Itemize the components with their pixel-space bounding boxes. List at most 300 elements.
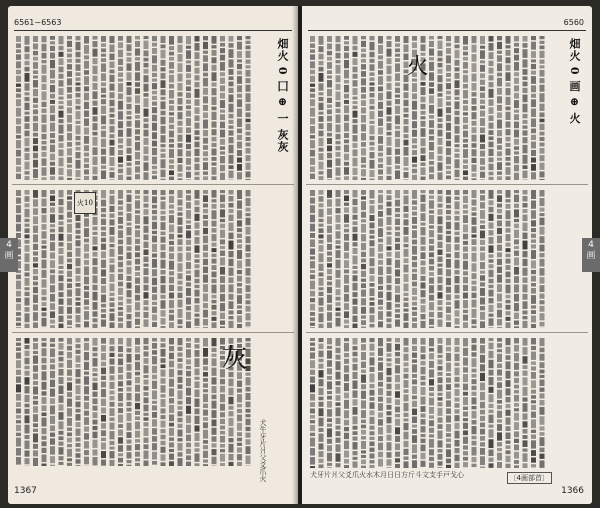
text-stroke	[463, 285, 468, 291]
text-stroke	[110, 249, 115, 257]
text-stroke	[446, 253, 451, 257]
text-stroke	[50, 285, 55, 292]
text-stroke	[421, 246, 426, 251]
text-stroke	[378, 291, 383, 298]
text-stroke	[169, 454, 174, 460]
text-stroke	[178, 83, 183, 91]
text-stroke	[135, 200, 140, 208]
text-stroke	[76, 160, 81, 169]
text-stroke	[361, 290, 366, 297]
text-stroke	[42, 260, 47, 269]
text-stroke	[446, 176, 451, 180]
text-stroke	[455, 252, 460, 258]
text-stroke	[378, 311, 383, 320]
text-stroke	[169, 293, 174, 299]
text-stroke	[446, 449, 451, 457]
text-stroke	[319, 364, 324, 369]
text-stroke	[25, 358, 30, 365]
text-stroke	[370, 302, 375, 306]
text-stroke	[101, 43, 106, 47]
text-stroke	[59, 431, 64, 435]
text-stroke	[93, 412, 98, 418]
text-stroke	[506, 121, 511, 127]
text-stroke	[42, 215, 47, 223]
text-stroke	[76, 52, 81, 57]
text-stroke	[237, 76, 242, 84]
text-stroke	[506, 355, 511, 360]
text-stroke	[42, 250, 47, 258]
text-stroke	[361, 36, 366, 39]
text-stroke	[327, 360, 332, 367]
text-stroke	[506, 72, 511, 81]
text-stroke	[429, 398, 434, 406]
text-stroke	[327, 428, 332, 437]
text-stroke	[246, 268, 251, 276]
text-stroke	[67, 78, 72, 85]
text-stroke	[489, 52, 494, 59]
text-stroke	[16, 224, 21, 232]
text-stroke	[353, 390, 358, 397]
text-stroke	[50, 80, 55, 84]
text-stroke	[42, 53, 47, 59]
text-stroke	[212, 162, 217, 165]
text-stroke	[421, 406, 426, 412]
text-stroke	[514, 156, 519, 163]
text-stroke	[472, 300, 477, 308]
text-stroke	[110, 219, 115, 225]
text-stroke	[127, 72, 132, 80]
text-stroke	[531, 405, 536, 410]
text-stroke	[480, 86, 485, 91]
text-stroke	[395, 149, 400, 155]
text-stroke	[152, 65, 157, 72]
text-stroke	[59, 357, 64, 362]
text-stroke	[336, 381, 341, 385]
text-stroke	[531, 135, 536, 140]
text-stroke	[110, 274, 115, 282]
text-stroke	[412, 460, 417, 468]
text-stroke	[497, 267, 502, 273]
text-stroke	[472, 369, 477, 373]
text-stroke	[220, 110, 225, 113]
text-stroke	[25, 224, 30, 227]
text-stroke	[438, 461, 443, 465]
text-stroke	[16, 370, 21, 375]
text-stroke	[378, 452, 383, 458]
text-stroke	[387, 236, 392, 244]
text-stroke	[438, 69, 443, 74]
text-stroke	[42, 418, 47, 427]
text-stroke	[246, 124, 251, 130]
text-stroke	[152, 259, 157, 268]
text-stroke	[344, 115, 349, 122]
text-stroke	[344, 203, 349, 206]
text-stroke	[404, 338, 409, 346]
text-stroke	[404, 374, 409, 379]
text-stroke	[127, 282, 132, 288]
text-stroke	[531, 276, 536, 282]
text-stroke	[429, 434, 434, 437]
text-stroke	[144, 307, 149, 311]
text-stroke	[497, 145, 502, 150]
text-stroke	[344, 162, 349, 166]
text-stroke	[229, 418, 234, 426]
text-stroke	[169, 225, 174, 233]
text-stroke	[540, 227, 545, 235]
text-stroke	[101, 309, 106, 313]
text-stroke	[506, 228, 511, 232]
text-stroke	[212, 107, 217, 111]
text-stroke	[378, 357, 383, 360]
text-stroke	[446, 363, 451, 372]
text-stroke	[404, 389, 409, 393]
text-stroke	[446, 55, 451, 63]
text-stroke	[506, 50, 511, 56]
text-stroke	[118, 101, 123, 110]
text-stroke	[93, 426, 98, 430]
text-stroke	[110, 382, 115, 389]
text-stroke	[67, 320, 72, 325]
text-stroke	[76, 448, 81, 451]
text-stroke	[135, 230, 140, 237]
text-stroke	[387, 58, 392, 64]
text-stroke	[463, 445, 468, 449]
text-stroke	[110, 402, 115, 407]
text-stroke	[489, 245, 494, 252]
text-stroke	[361, 107, 366, 113]
text-stroke	[127, 177, 132, 180]
text-stroke	[506, 317, 511, 321]
text-stroke	[446, 190, 451, 195]
text-stroke	[310, 466, 315, 468]
text-stroke	[59, 316, 64, 322]
text-stroke	[404, 108, 409, 113]
left-entry-kanji: 灰	[217, 344, 247, 374]
text-stroke	[42, 318, 47, 327]
text-stroke	[378, 436, 383, 441]
text-stroke	[353, 52, 358, 57]
text-stroke	[497, 377, 502, 381]
text-stroke	[110, 375, 115, 380]
text-stroke	[50, 456, 55, 463]
text-stroke	[33, 373, 38, 379]
text-stroke	[344, 433, 349, 439]
text-stroke	[344, 410, 349, 418]
text-stroke	[480, 312, 485, 320]
text-stroke	[135, 105, 140, 114]
text-stroke	[404, 92, 409, 98]
text-stroke	[370, 64, 375, 71]
text-stroke	[310, 312, 315, 316]
text-stroke	[531, 71, 536, 75]
text-stroke	[246, 446, 251, 454]
text-stroke	[186, 166, 191, 170]
text-stroke	[387, 267, 392, 274]
text-stroke	[319, 103, 324, 110]
text-stroke	[178, 246, 183, 251]
text-stroke	[455, 318, 460, 324]
text-stroke	[463, 462, 468, 467]
text-stroke	[186, 100, 191, 104]
text-stroke	[16, 281, 21, 290]
text-stroke	[472, 386, 477, 390]
text-stroke	[438, 242, 443, 248]
right-entry-kanji: 火	[403, 54, 428, 80]
text-stroke	[472, 217, 477, 225]
text-stroke	[387, 167, 392, 175]
text-stroke	[118, 59, 123, 65]
text-stroke	[76, 385, 81, 394]
right-header-number: 6560	[563, 18, 584, 27]
text-stroke	[540, 85, 545, 92]
text-stroke	[59, 395, 64, 402]
text-stroke	[59, 270, 64, 273]
text-stroke	[195, 177, 200, 180]
text-stroke	[506, 388, 511, 395]
text-stroke	[514, 173, 519, 180]
text-stroke	[229, 444, 234, 453]
text-stroke	[540, 137, 545, 141]
text-stroke	[344, 36, 349, 40]
text-stroke	[186, 415, 191, 423]
text-stroke	[361, 450, 366, 453]
text-stroke	[353, 234, 358, 241]
text-stroke	[169, 398, 174, 403]
text-stroke	[446, 236, 451, 243]
text-stroke	[438, 130, 443, 137]
text-stroke	[50, 294, 55, 302]
text-stroke	[370, 448, 375, 452]
text-stroke	[101, 227, 106, 231]
text-stroke	[310, 370, 315, 375]
text-stroke	[438, 234, 443, 240]
text-stroke	[395, 314, 400, 318]
text-stroke	[429, 439, 434, 448]
text-stroke	[455, 270, 460, 274]
text-stroke	[412, 296, 417, 300]
text-stroke	[497, 354, 502, 362]
text-stroke	[212, 449, 217, 455]
text-stroke	[489, 107, 494, 114]
text-stroke	[50, 133, 55, 138]
text-stroke	[497, 310, 502, 318]
text-stroke	[378, 286, 383, 290]
text-stroke	[50, 359, 55, 363]
text-stroke	[395, 126, 400, 129]
text-stroke	[353, 358, 358, 363]
text-stroke	[378, 419, 383, 425]
text-stroke	[344, 275, 349, 284]
text-stroke	[310, 402, 315, 407]
text-stroke	[186, 349, 191, 357]
text-stroke	[378, 153, 383, 157]
text-stroke	[523, 321, 528, 328]
text-stroke	[169, 241, 174, 245]
text-stroke	[237, 190, 242, 199]
text-stroke	[497, 203, 502, 207]
text-stroke	[531, 172, 536, 179]
text-stroke	[84, 433, 89, 439]
text-stroke	[378, 239, 383, 243]
text-stroke	[361, 264, 366, 269]
text-stroke	[229, 223, 234, 232]
text-stroke	[378, 397, 383, 402]
text-stroke	[118, 72, 123, 77]
text-stroke	[237, 250, 242, 259]
text-stroke	[404, 119, 409, 124]
text-stroke	[59, 46, 64, 50]
text-stroke	[169, 190, 174, 194]
text-stroke	[25, 307, 30, 312]
text-stroke	[144, 346, 149, 350]
text-stroke	[50, 348, 55, 357]
text-stroke	[212, 204, 217, 209]
text-stroke	[455, 117, 460, 125]
text-stroke	[42, 338, 47, 341]
text-stroke	[33, 138, 38, 144]
text-stroke	[110, 265, 115, 273]
text-stroke	[195, 82, 200, 87]
text-stroke	[25, 351, 30, 357]
text-stroke	[67, 178, 72, 180]
text-stroke	[506, 176, 511, 180]
text-stroke	[135, 48, 140, 55]
text-stroke	[480, 172, 485, 178]
text-stroke	[144, 375, 149, 378]
text-stroke	[152, 196, 157, 203]
text-stroke	[178, 390, 183, 399]
text-stroke	[336, 60, 341, 63]
text-stroke	[169, 310, 174, 313]
text-stroke	[59, 462, 64, 465]
text-stroke	[110, 423, 115, 430]
text-stroke	[404, 449, 409, 455]
text-stroke	[344, 260, 349, 268]
text-stroke	[463, 253, 468, 259]
text-stroke	[144, 216, 149, 224]
text-stroke	[42, 448, 47, 453]
text-stroke	[404, 413, 409, 417]
text-stroke	[101, 353, 106, 360]
text-stroke	[118, 408, 123, 413]
text-stroke	[169, 300, 174, 308]
text-stroke	[33, 295, 38, 303]
text-stroke	[514, 303, 519, 311]
text-stroke	[220, 219, 225, 222]
text-stroke	[110, 119, 115, 124]
text-stroke	[178, 438, 183, 441]
text-stroke	[59, 101, 64, 104]
text-stroke	[497, 419, 502, 422]
text-stroke	[438, 402, 443, 406]
text-stroke	[229, 233, 234, 239]
text-stroke	[127, 36, 132, 43]
text-stroke	[135, 338, 140, 345]
text-stroke	[237, 415, 242, 422]
text-stroke	[523, 365, 528, 369]
text-stroke	[531, 450, 536, 456]
text-stroke	[246, 300, 251, 304]
text-stroke	[127, 252, 132, 259]
text-stroke	[144, 98, 149, 107]
text-stroke	[25, 435, 30, 439]
text-stroke	[438, 355, 443, 358]
text-stroke	[169, 338, 174, 344]
text-stroke	[195, 279, 200, 283]
text-stroke	[523, 76, 528, 80]
text-stroke	[110, 126, 115, 133]
text-stroke	[84, 176, 89, 180]
text-stroke	[42, 365, 47, 370]
text-stroke	[463, 170, 468, 175]
text-stroke	[506, 36, 511, 44]
text-stroke	[319, 73, 324, 82]
text-stroke	[220, 156, 225, 163]
text-stroke	[353, 227, 358, 233]
text-stroke	[336, 158, 341, 165]
text-stroke	[16, 298, 21, 302]
text-stroke	[203, 310, 208, 318]
text-stroke	[370, 200, 375, 204]
text-stroke	[404, 354, 409, 361]
text-stroke	[463, 190, 468, 194]
text-stroke	[378, 61, 383, 69]
text-stroke	[203, 112, 208, 118]
text-stroke	[387, 217, 392, 225]
text-stroke	[152, 216, 157, 221]
text-stroke	[514, 151, 519, 154]
text-stroke	[361, 157, 366, 163]
text-stroke	[118, 415, 123, 423]
text-stroke	[370, 307, 375, 313]
text-stroke	[127, 223, 132, 226]
text-stroke	[421, 439, 426, 443]
text-stroke	[67, 64, 72, 69]
text-stroke	[144, 162, 149, 170]
text-stroke	[361, 224, 366, 233]
text-stroke	[246, 137, 251, 141]
text-stroke	[387, 83, 392, 90]
text-stroke	[237, 270, 242, 274]
text-stroke	[178, 149, 183, 156]
text-stroke	[455, 153, 460, 157]
text-stroke	[497, 171, 502, 174]
text-stroke	[540, 213, 545, 216]
text-stroke	[446, 444, 451, 448]
text-stroke	[463, 105, 468, 110]
text-stroke	[412, 417, 417, 424]
text-stroke	[59, 168, 64, 175]
text-stroke	[118, 458, 123, 463]
text-stroke	[531, 366, 536, 370]
text-stroke	[118, 317, 123, 321]
text-stroke	[344, 465, 349, 468]
text-stroke	[101, 295, 106, 303]
text-stroke	[93, 392, 98, 397]
text-stroke	[344, 100, 349, 104]
text-stroke	[310, 174, 315, 179]
text-stroke	[220, 320, 225, 324]
text-stroke	[472, 106, 477, 111]
text-stroke	[378, 321, 383, 327]
text-stroke	[336, 402, 341, 406]
text-stroke	[412, 36, 417, 41]
text-stroke	[212, 97, 217, 105]
text-stroke	[237, 239, 242, 242]
text-stroke	[361, 100, 366, 106]
text-stroke	[404, 274, 409, 282]
text-stroke	[144, 292, 149, 298]
